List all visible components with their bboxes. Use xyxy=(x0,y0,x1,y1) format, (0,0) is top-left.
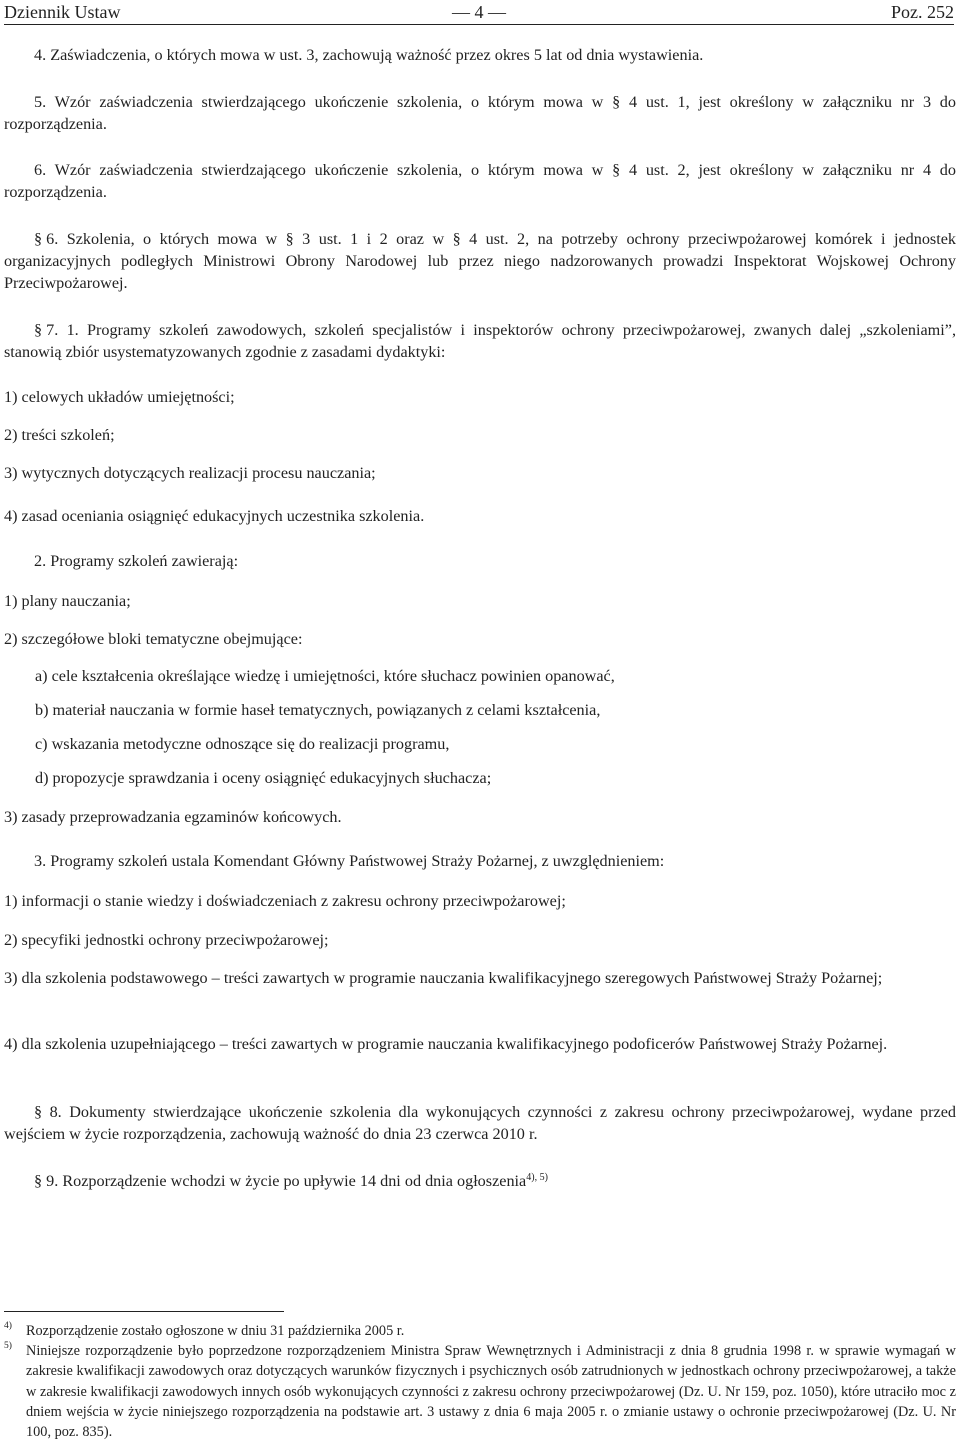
section-7-2: 2. Programy szkoleń zawierają: xyxy=(34,552,239,570)
section-6-number: § 6. xyxy=(34,230,59,248)
list-item: 3) dla szkolenia podstawowego – treści zawartych w programie nauczania kwalifikacyjnego szeregowych Państwowej Straży Pożarnej; xyxy=(4,969,883,987)
section-7-number: § 7. xyxy=(34,321,59,339)
section-9 xyxy=(4,1170,956,1192)
list-item: 4) zasad oceniania osiągnięć edukacyjnych uczestnika szkolenia. xyxy=(4,507,425,525)
section-7-1 xyxy=(4,319,956,363)
sublist-item: b) materiał nauczania w formie haseł tematycznych, powiązanych z celami kształcenia, xyxy=(35,701,601,719)
footnote-mark: 4) xyxy=(4,1321,12,1331)
list-item: 4) dla szkolenia uzupełniającego – treści zawartych w programie nauczania kwalifikacyjnego podoficerów Państwowej Straży Pożarnej. xyxy=(4,1035,888,1053)
sublist-item: a) cele kształcenia określające wiedzę i umiejętności, które słuchacz powinien opanować, xyxy=(35,667,615,685)
list-item: 3) wytycznych dotyczących realizacji procesu nauczania; xyxy=(4,464,376,482)
page-number: — 4 — xyxy=(452,2,506,22)
list-item: 1) celowych układów umiejętności; xyxy=(4,388,235,406)
paragraph-6: 6. Wzór zaświadczenia stwierdzającego ukończenie szkolenia, o którym mowa w § 4 ust. 2, jest określony w załączniku nr 4 do rozporządzenia. xyxy=(4,161,956,201)
list-item: 1) plany nauczania; xyxy=(4,592,131,610)
header-rule xyxy=(4,24,954,25)
footnote-reference: 4), 5) xyxy=(526,1172,548,1183)
list-item: 2) szczegółowe bloki tematyczne obejmujące: xyxy=(4,630,303,648)
footnote xyxy=(4,1341,956,1442)
footnote-text: Rozporządzenie zostało ogłoszone w dniu 31 października 2005 r. xyxy=(26,1323,405,1339)
section-9-text: § 9. Rozporządzenie wchodzi w życie po upływie 14 dni od dnia ogłoszenia xyxy=(34,1172,527,1190)
list-item: 1) informacji o stanie wiedzy i doświadczeniach z zakresu ochrony przeciwpożarowej; xyxy=(4,892,566,910)
section-6 xyxy=(4,228,956,294)
footnote-rule xyxy=(4,1311,284,1312)
paragraph-5: 5. Wzór zaświadczenia stwierdzającego ukończenie szkolenia, o którym mowa w § 4 ust. 1, jest określony w załączniku nr 3 do rozporządzenia. xyxy=(4,93,956,133)
list-item: 3) zasady przeprowadzania egzaminów końcowych. xyxy=(4,808,342,826)
footnote xyxy=(4,1321,956,1341)
sublist-item: d) propozycje sprawdzania i oceny osiągnięć edukacyjnych słuchacza; xyxy=(35,769,492,787)
section-6-text: Szkolenia, o których mowa w § 3 ust. 1 i 2 oraz w § 4 ust. 2, na potrzeby ochrony przeciwpożarowej komórek i jednostek organizacyjnych podległych Ministrowi Obrony Narodowej lub przez niego nadzorowanych prowadzi Inspektorat Wojskowej Ochrony Przeciwpożarowej. xyxy=(4,230,957,292)
section-7-1-text: 1. Programy szkoleń zawodowych, szkoleń specjalistów i inspektorów ochrony przeciwpożarowej, zwanych dalej „szkoleniami”, stanowią zbiór usystematyzowanych zgodnie z zasadami dydaktyki: xyxy=(4,321,957,361)
list-item: 2) treści szkoleń; xyxy=(4,426,115,444)
position-number: Poz. 252 xyxy=(891,2,954,22)
list-item: 2) specyfiki jednostki ochrony przeciwpożarowej; xyxy=(4,931,329,949)
footnote-text: Niniejsze rozporządzenie było poprzedzone rozporządzeniem Ministra Spraw Wewnętrznych i Administracji z dnia 8 grudnia 1998 r. w sprawie wymagań w zakresie kwalifikacji zawodowych oraz dotyczących warunków fizycznych i psychicznych osób zatrudnionych w jednostkach ochrony przeciwpożarowej, a także w zakresie kwalifikacji zawodowych innych osób wykonujących czynności z zakresu ochrony przeciwpożarowej (Dz. U. Nr 159, poz. 1050), które utraciło moc z dniem wejścia w życie niniejszego rozporządzenia na podstawie art. 3 ustawy z dnia 6 maja 2005 r. o zmianie ustawy o ochronie przeciwpożarowej (Dz. U. Nr 100, poz. 835). xyxy=(26,1343,956,1441)
journal-title: Dziennik Ustaw xyxy=(4,2,121,22)
section-7-3: 3. Programy szkoleń ustala Komendant Główny Państwowej Straży Pożarnej, z uwzględnieniem: xyxy=(34,852,665,870)
page-header xyxy=(4,1,954,23)
footnote-mark: 5) xyxy=(4,1341,12,1351)
paragraph-4: 4. Zaświadczenia, o których mowa w ust. 3, zachowują ważność przez okres 5 lat od dnia wystawienia. xyxy=(34,46,704,64)
sublist-item: c) wskazania metodyczne odnoszące się do realizacji programu, xyxy=(35,735,450,753)
section-8: § 8. Dokumenty stwierdzające ukończenie szkolenia dla wykonujących czynności z zakresu ochrony przeciwpożarowej, wydane przed wejściem w życie rozporządzenia, zachowują ważność do dnia 23 czerwca 2010 r. xyxy=(4,1103,956,1143)
